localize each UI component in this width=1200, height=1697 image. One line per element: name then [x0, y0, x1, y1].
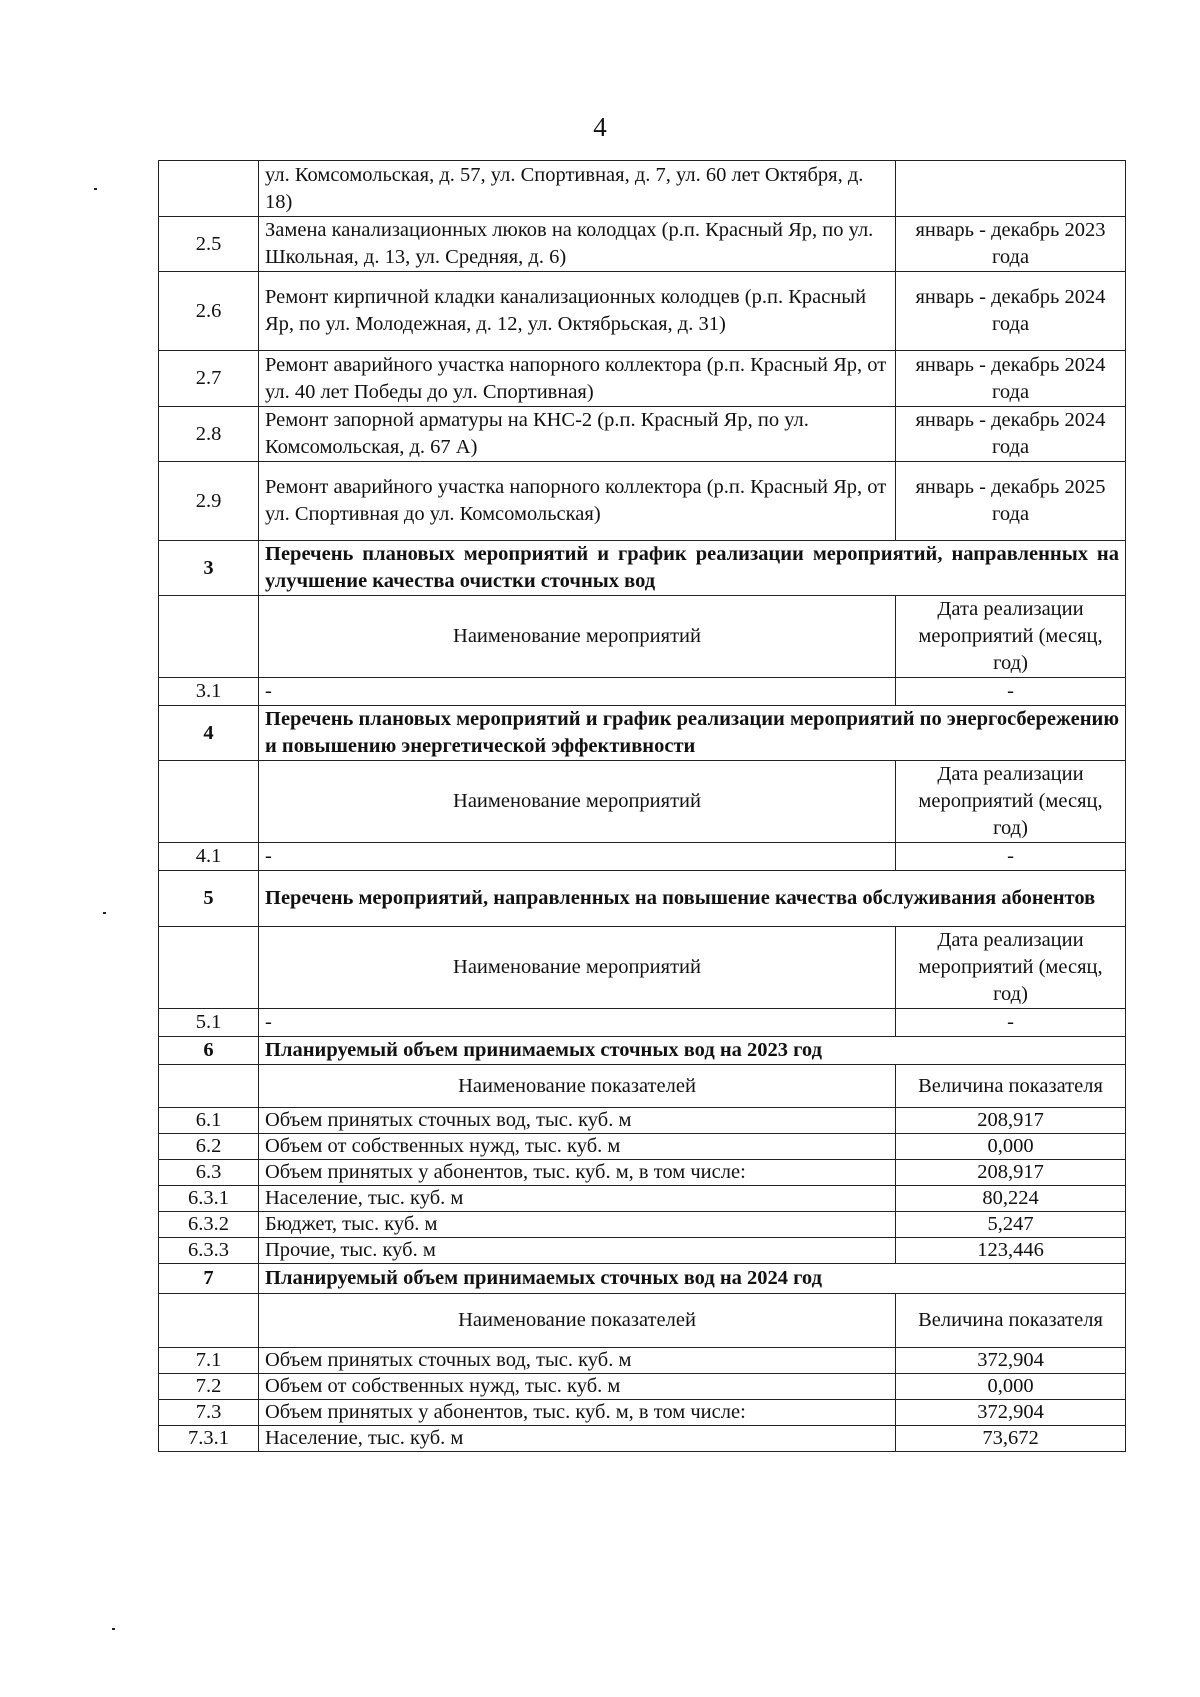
section-number: 5 [159, 871, 259, 927]
row-number: 6.3.3 [159, 1238, 259, 1264]
indicator-name: Прочие, тыс. куб. м [259, 1238, 896, 1264]
indicator-value: 372,904 [896, 1400, 1126, 1426]
item-row [159, 843, 1126, 871]
measure-name: ул. Комсомольская, д. 57, ул. Спортивная, д. 7, ул. 60 лет Октября, д. 18) [259, 161, 896, 217]
item-row [159, 407, 1126, 462]
measures-table [158, 160, 1126, 1452]
value-row [159, 1348, 1126, 1374]
implementation-date: январь - декабрь 2024 года [896, 351, 1126, 407]
indicator-value: 80,224 [896, 1186, 1126, 1212]
item-row [159, 217, 1126, 272]
header-empty-cell [159, 927, 259, 1009]
row-number: 6.3.2 [159, 1212, 259, 1238]
header-empty-cell [159, 596, 259, 678]
section-title: Перечень плановых мероприятий и график реализации мероприятий по энергосбережению и повышению энергетической эффективности [259, 706, 1126, 761]
row-number: 2.9 [159, 462, 259, 541]
column-header-name: Наименование мероприятий [259, 761, 896, 843]
indicator-name: Объем принятых сточных вод, тыс. куб. м [259, 1108, 896, 1134]
header-row [159, 1065, 1126, 1108]
value-row [159, 1160, 1126, 1186]
indicator-name: Объем принятых у абонентов, тыс. куб. м, в том числе: [259, 1400, 896, 1426]
scan-speck [112, 1628, 115, 1630]
row-number: 7.3 [159, 1400, 259, 1426]
measures-table-body [159, 161, 1126, 1452]
section-row [159, 1264, 1126, 1294]
row-number: 2.8 [159, 407, 259, 462]
indicator-value: 0,000 [896, 1134, 1126, 1160]
item-row [159, 462, 1126, 541]
row-number: 2.5 [159, 217, 259, 272]
value-row [159, 1186, 1126, 1212]
page-number: 4 [593, 112, 607, 142]
row-number: 7.2 [159, 1374, 259, 1400]
column-header-name: Наименование показателей [259, 1065, 896, 1108]
scan-speck [103, 912, 106, 914]
measure-name: - [259, 843, 896, 871]
section-row [159, 706, 1126, 761]
indicator-name: Объем принятых у абонентов, тыс. куб. м, в том числе: [259, 1160, 896, 1186]
measure-name: Замена канализационных люков на колодцах (р.п. Красный Яр, по ул. Школьная, д. 13, ул. Средняя, д. 6) [259, 217, 896, 272]
measure-name: - [259, 678, 896, 706]
column-header-name: Наименование мероприятий [259, 927, 896, 1009]
indicator-value: 5,247 [896, 1212, 1126, 1238]
value-row [159, 1238, 1126, 1264]
implementation-date: январь - декабрь 2024 года [896, 407, 1126, 462]
section-row [159, 1037, 1126, 1065]
indicator-value: 208,917 [896, 1108, 1126, 1134]
value-row [159, 1426, 1126, 1452]
measure-name: Ремонт кирпичной кладки канализационных колодцев (р.п. Красный Яр, по ул. Молодежная, д. 12, ул. Октябрьская, д. 31) [259, 272, 896, 351]
row-number: 7.1 [159, 1348, 259, 1374]
row-number: 2.7 [159, 351, 259, 407]
column-header-date: Дата реализации мероприятий (месяц, год) [896, 761, 1126, 843]
item-row [159, 678, 1126, 706]
section-number: 7 [159, 1264, 259, 1294]
indicator-value: 372,904 [896, 1348, 1126, 1374]
item-row [159, 351, 1126, 407]
section-title: Планируемый объем принимаемых сточных вод на 2023 год [259, 1037, 1126, 1065]
row-number: 5.1 [159, 1009, 259, 1037]
row-number: 6.2 [159, 1134, 259, 1160]
measure-name: Ремонт аварийного участка напорного коллектора (р.п. Красный Яр, от ул. 40 лет Победы до ул. Спортивная) [259, 351, 896, 407]
row-number: 3.1 [159, 678, 259, 706]
header-empty-cell [159, 1294, 259, 1348]
scan-speck [94, 188, 97, 190]
value-row [159, 1374, 1126, 1400]
implementation-date: январь - декабрь 2025 года [896, 462, 1126, 541]
implementation-date: январь - декабрь 2024 года [896, 272, 1126, 351]
header-row [159, 596, 1126, 678]
column-header-date: Дата реализации мероприятий (месяц, год) [896, 927, 1126, 1009]
section-row [159, 871, 1126, 927]
header-row [159, 927, 1126, 1009]
section-title: Перечень мероприятий, направленных на повышение качества обслуживания абонентов [259, 871, 1126, 927]
section-number: 6 [159, 1037, 259, 1065]
value-row [159, 1212, 1126, 1238]
indicator-value: 123,446 [896, 1238, 1126, 1264]
value-row [159, 1134, 1126, 1160]
section-title: Планируемый объем принимаемых сточных вод на 2024 год [259, 1264, 1126, 1294]
row-number: 6.3 [159, 1160, 259, 1186]
implementation-date: - [896, 843, 1126, 871]
indicator-value: 0,000 [896, 1374, 1126, 1400]
item-row [159, 272, 1126, 351]
indicator-name: Объем от собственных нужд, тыс. куб. м [259, 1374, 896, 1400]
indicator-value: 208,917 [896, 1160, 1126, 1186]
measure-name: Ремонт аварийного участка напорного коллектора (р.п. Красный Яр, от ул. Спортивная до ул. Комсомольская) [259, 462, 896, 541]
row-number: 4.1 [159, 843, 259, 871]
header-row [159, 761, 1126, 843]
measure-name: Ремонт запорной арматуры на КНС-2 (р.п. Красный Яр, по ул. Комсомольская, д. 67 А) [259, 407, 896, 462]
row-number: 6.3.1 [159, 1186, 259, 1212]
implementation-date: январь - декабрь 2023 года [896, 217, 1126, 272]
section-number: 3 [159, 541, 259, 596]
implementation-date [896, 161, 1126, 217]
header-row [159, 1294, 1126, 1348]
column-header-date: Величина показателя [896, 1294, 1126, 1348]
section-title: Перечень плановых мероприятий и график реализации мероприятий, направленных на улучшение качества очистки сточных вод [259, 541, 1126, 596]
indicator-name: Объем от собственных нужд, тыс. куб. м [259, 1134, 896, 1160]
indicator-value: 73,672 [896, 1426, 1126, 1452]
implementation-date: - [896, 678, 1126, 706]
row-number: 7.3.1 [159, 1426, 259, 1452]
section-number: 4 [159, 706, 259, 761]
row-number [159, 161, 259, 217]
implementation-date: - [896, 1009, 1126, 1037]
indicator-name: Население, тыс. куб. м [259, 1426, 896, 1452]
item-row [159, 161, 1126, 217]
indicator-name: Бюджет, тыс. куб. м [259, 1212, 896, 1238]
item-row [159, 1009, 1126, 1037]
indicator-name: Население, тыс. куб. м [259, 1186, 896, 1212]
column-header-name: Наименование мероприятий [259, 596, 896, 678]
header-empty-cell [159, 761, 259, 843]
column-header-date: Дата реализации мероприятий (месяц, год) [896, 596, 1126, 678]
value-row [159, 1400, 1126, 1426]
header-empty-cell [159, 1065, 259, 1108]
value-row [159, 1108, 1126, 1134]
column-header-date: Величина показателя [896, 1065, 1126, 1108]
section-row [159, 541, 1126, 596]
column-header-name: Наименование показателей [259, 1294, 896, 1348]
row-number: 6.1 [159, 1108, 259, 1134]
indicator-name: Объем принятых сточных вод, тыс. куб. м [259, 1348, 896, 1374]
measure-name: - [259, 1009, 896, 1037]
row-number: 2.6 [159, 272, 259, 351]
